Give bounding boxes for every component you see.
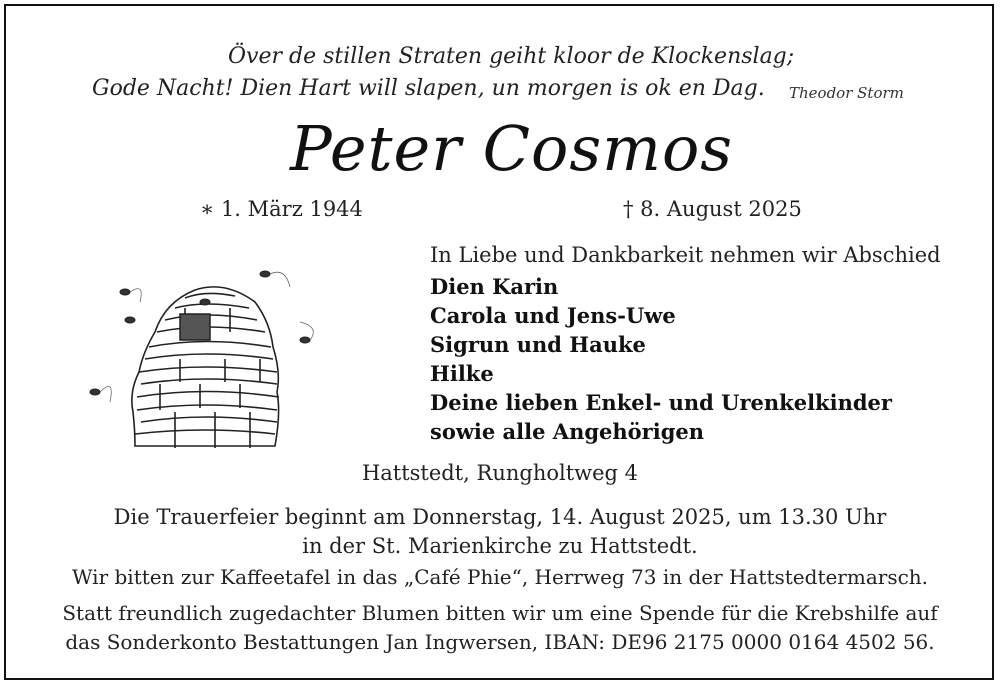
funeral-line-2: in der St. Marienkirche zu Hattstedt.: [302, 534, 698, 558]
donation-line-1: Statt freundlich zugedachter Blumen bitten wir um eine Spende für die Krebshilfe auf: [62, 601, 938, 625]
funeral-line-1: Die Trauerfeier beginnt am Donnerstag, 14. August 2025, um 13.30 Uhr: [113, 505, 887, 529]
farewell-intro: In Liebe und Dankbarkeit nehmen wir Abschied: [430, 243, 941, 267]
poem-author: Theodor Storm: [789, 84, 904, 102]
mourner-name: Carola und Jens-Uwe: [430, 303, 676, 328]
mourner-name: sowie alle Angehörigen: [430, 419, 705, 444]
deceased-name: Peter Cosmos: [290, 112, 734, 185]
donation-line-2: das Sonderkonto Bestattungen Jan Ingwersen, IBAN: DE96 2175 0000 0164 4502 56.: [65, 630, 935, 654]
poem-line-2: Gode Nacht! Dien Hart will slapen, un morgen is ok en Dag.: [92, 76, 765, 101]
mourner-name: Hilke: [430, 361, 494, 386]
address: Hattstedt, Rungholtweg 4: [361, 461, 639, 485]
death-date: † 8. August 2025: [623, 197, 802, 221]
mourner-name: Sigrun und Hauke: [430, 332, 646, 357]
poem-line-1: Över de stillen Straten geiht kloor de Klockenslag;: [228, 44, 795, 69]
birth-date: ∗ 1. März 1944: [200, 197, 363, 221]
mourner-name: Deine lieben Enkel- und Urenkelkinder: [430, 390, 892, 415]
mourner-name: Dien Karin: [430, 274, 559, 299]
beehive-illustration: [85, 262, 325, 452]
funeral-line-3: Wir bitten zur Kaffeetafel in das „Café Phie“, Herrweg 73 in der Hattstedtermarsch.: [71, 565, 929, 589]
